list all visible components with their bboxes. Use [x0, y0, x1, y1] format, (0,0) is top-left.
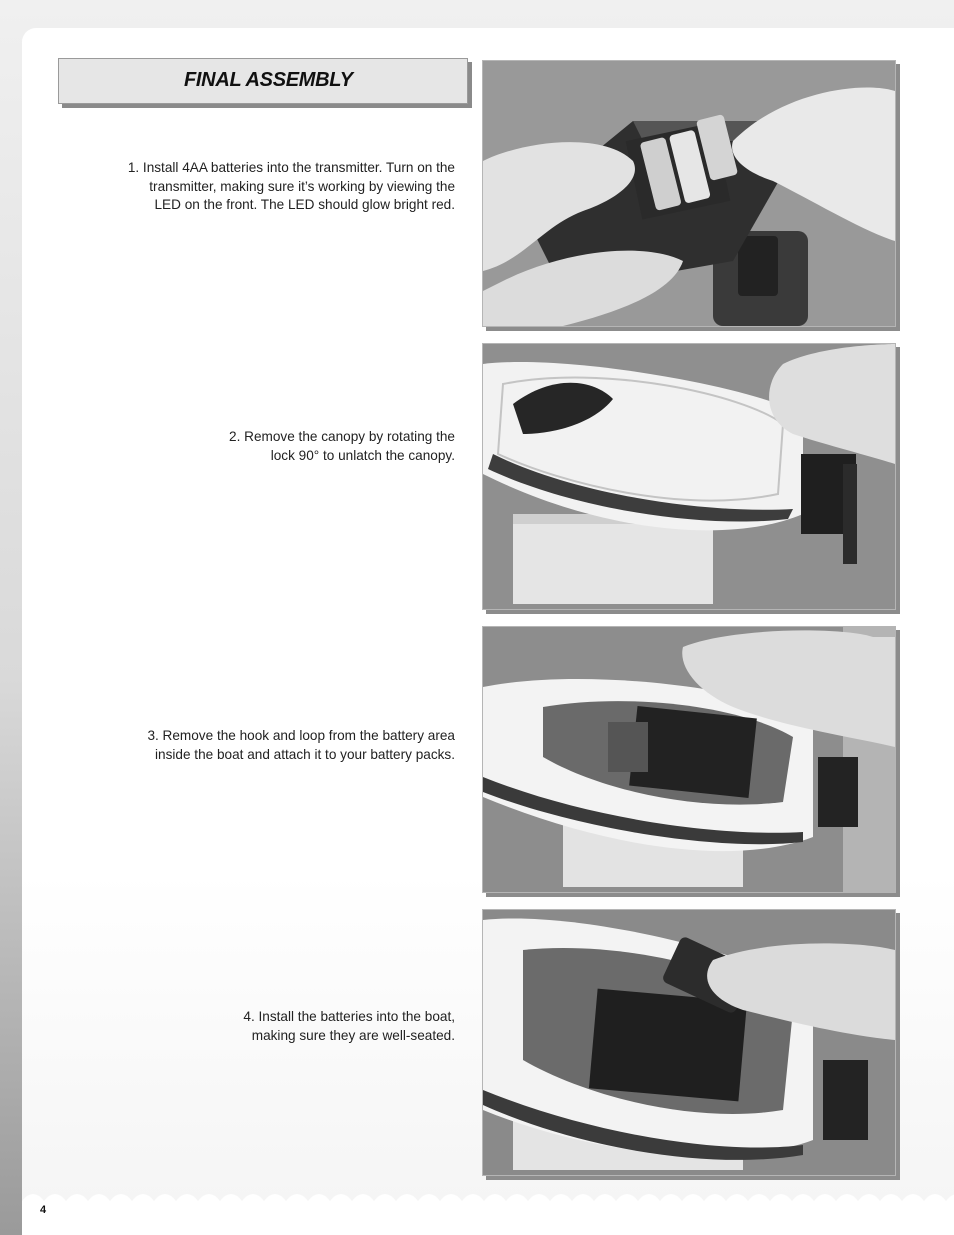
step-1-line-1: 1. Install 4AA batteries into the transmitter. Turn on the [127, 160, 455, 175]
photo-install-batteries [482, 909, 896, 1176]
step-4-line-2: making sure they are well-seated. [251, 1027, 455, 1043]
step-3-line-1: 3. Remove the hook and loop from the battery area [147, 728, 455, 743]
step-1-line-2: transmitter, making sure it’s working by viewing the [149, 178, 455, 194]
step-1-line-3: LED on the front. The LED should glow bright red. [154, 197, 455, 212]
photo-transmitter-batteries [482, 60, 896, 327]
wave-border-decoration [22, 1183, 954, 1235]
step-2-line-2: lock 90° to unlatch the canopy. [270, 447, 455, 463]
section-heading-box [58, 58, 468, 104]
step-3-line-2: inside the boat and attach it to your battery packs. [155, 746, 455, 762]
step-3-text [147, 727, 455, 764]
section-heading: FINAL ASSEMBLY [184, 69, 353, 91]
step-2-line-1: 2. Remove the canopy by rotating the [229, 429, 455, 444]
step-2-text [229, 428, 455, 465]
photo-hook-and-loop [482, 626, 896, 893]
step-4-line-1: 4. Install the batteries into the boat, [243, 1009, 455, 1024]
step-1-text [128, 159, 455, 215]
page-number: 4 [40, 1204, 47, 1216]
photo-canopy-removal [482, 343, 896, 610]
step-4-text [243, 1008, 455, 1045]
